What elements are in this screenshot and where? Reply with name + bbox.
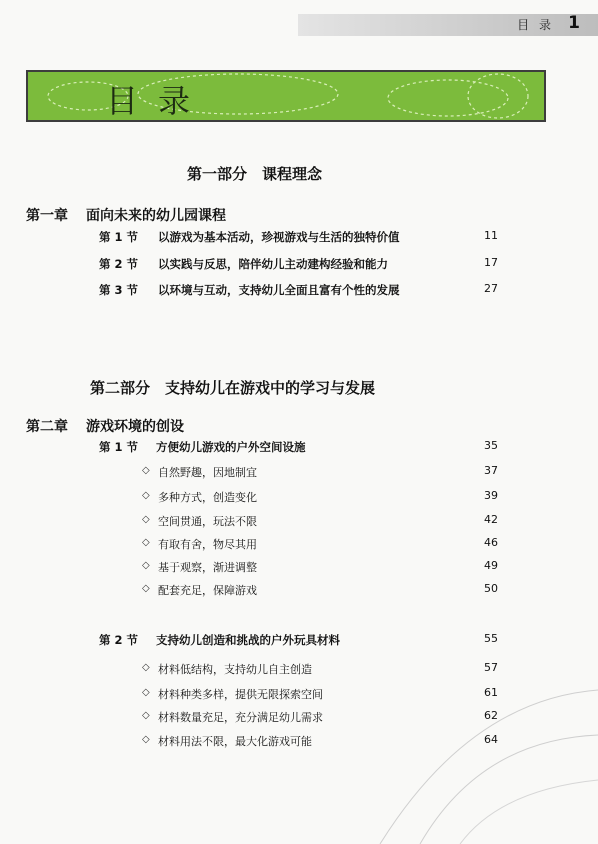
page-number: 46 (484, 536, 498, 549)
diamond-bullet-icon: ◇ (142, 734, 150, 745)
diamond-bullet-icon: ◇ (142, 560, 150, 571)
page-number: 50 (484, 582, 498, 595)
diamond-bullet-icon: ◇ (142, 710, 150, 721)
section-title: 方便幼儿游戏的户外空间设施 (156, 440, 306, 454)
section-label: 第 2 节 (99, 257, 139, 271)
chapter1-label: 第一章 (26, 208, 68, 224)
part2-title: 第二部分 支持幼儿在游戏中的学习与发展 (90, 379, 376, 397)
section-title: 以游戏为基本活动，珍视游戏与生活的独特价值 (158, 230, 400, 244)
item-title: 自然野趣，因地制宜 (158, 466, 257, 479)
page-number: 61 (484, 686, 498, 699)
item-title: 材料低结构，支持幼儿自主创造 (158, 663, 312, 676)
header-label: 目 录 (517, 18, 554, 32)
item-title: 多种方式，创造变化 (158, 491, 257, 504)
item-title: 配套充足，保障游戏 (158, 584, 257, 597)
page-number: 35 (484, 439, 498, 452)
section-title: 以环境与互动，支持幼儿全面且富有个性的发展 (158, 283, 400, 297)
diamond-bullet-icon: ◇ (142, 490, 150, 501)
diamond-bullet-icon: ◇ (142, 465, 150, 476)
chapter2-title: 游戏环境的创设 (86, 419, 184, 435)
banner-title: 目录 (106, 82, 211, 120)
diamond-bullet-icon: ◇ (142, 662, 150, 673)
section-label: 第 3 节 (99, 283, 139, 297)
page-number: 27 (484, 282, 498, 295)
page-number: 57 (484, 661, 498, 674)
running-header (298, 14, 598, 36)
section-label: 第 2 节 (99, 633, 139, 647)
item-title: 材料用法不限，最大化游戏可能 (158, 735, 312, 748)
item-title: 材料数量充足，充分满足幼儿需求 (158, 711, 323, 724)
section-title: 以实践与反思，陪伴幼儿主动建构经验和能力 (158, 257, 388, 271)
page-number: 55 (484, 632, 498, 645)
diamond-bullet-icon: ◇ (142, 514, 150, 525)
section-label: 第 1 节 (99, 440, 139, 454)
page-number: 62 (484, 709, 498, 722)
section-title: 支持幼儿创造和挑战的户外玩具材料 (156, 633, 340, 647)
diamond-bullet-icon: ◇ (142, 687, 150, 698)
item-title: 材料种类多样，提供无限探索空间 (158, 688, 323, 701)
chapter1-title: 面向未来的幼儿园课程 (86, 208, 226, 224)
item-title: 基于观察，渐进调整 (158, 561, 257, 574)
chapter2-label: 第二章 (26, 419, 68, 435)
page-number: 11 (484, 229, 498, 242)
diamond-bullet-icon: ◇ (142, 583, 150, 594)
part1-title: 第一部分 课程理念 (187, 165, 323, 183)
page-number: 39 (484, 489, 498, 502)
page-number: 49 (484, 559, 498, 572)
page-number: 37 (484, 464, 498, 477)
page-number: 64 (484, 733, 498, 746)
page-number: 17 (484, 256, 498, 269)
header-page-number: 1 (568, 13, 580, 33)
page-number: 42 (484, 513, 498, 526)
item-title: 空间贯通，玩法不限 (158, 515, 257, 528)
section-label: 第 1 节 (99, 230, 139, 244)
diamond-bullet-icon: ◇ (142, 537, 150, 548)
title-banner (26, 70, 546, 122)
item-title: 有取有舍，物尽其用 (158, 538, 257, 551)
